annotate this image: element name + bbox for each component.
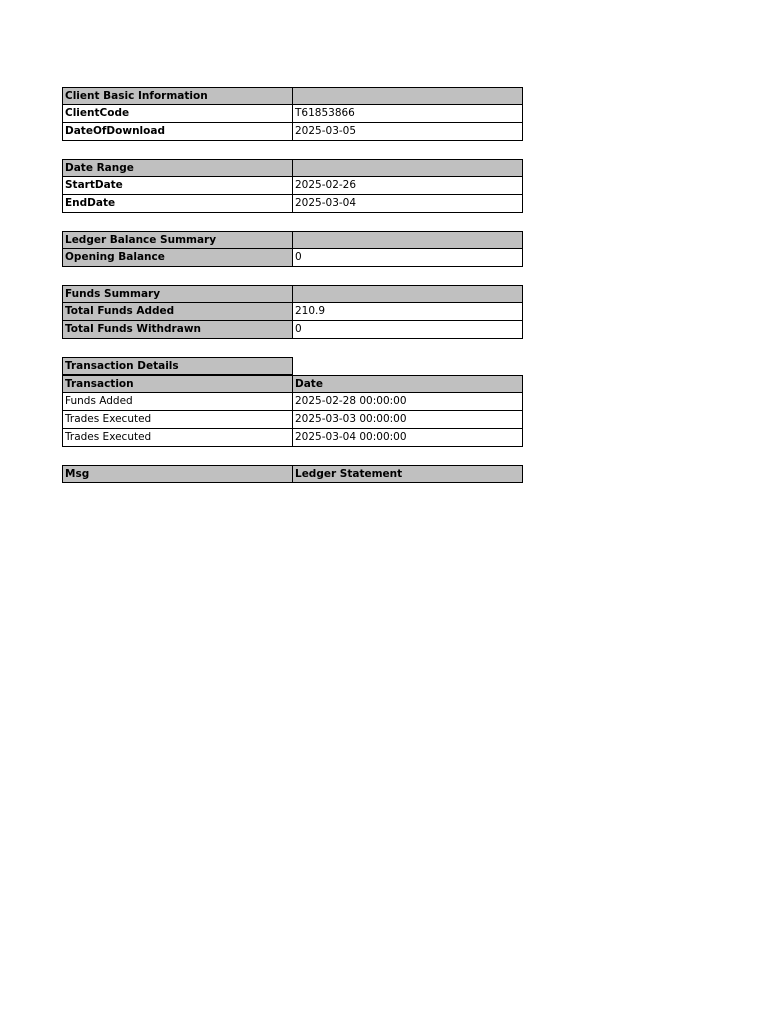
date-cell: 2025-03-03 00:00:00 bbox=[293, 411, 523, 429]
end-date-label: EndDate bbox=[62, 195, 293, 213]
opening-balance-row bbox=[62, 249, 523, 267]
message-label: Msg bbox=[62, 465, 293, 483]
funds-summary-header-row bbox=[62, 285, 523, 303]
client-code-label: ClientCode bbox=[62, 105, 293, 123]
date-range-header-row bbox=[62, 159, 523, 177]
end-date-row bbox=[62, 195, 523, 213]
client-info-header-row bbox=[62, 87, 523, 105]
ledger-summary-header: Ledger Balance Summary bbox=[62, 231, 293, 249]
transaction-cell: Funds Added bbox=[62, 393, 293, 411]
client-info-header: Client Basic Information bbox=[62, 87, 293, 105]
date-cell: 2025-02-28 00:00:00 bbox=[293, 393, 523, 411]
funds-summary-header: Funds Summary bbox=[62, 285, 293, 303]
table-row bbox=[62, 429, 523, 447]
date-of-download-row bbox=[62, 123, 523, 141]
client-info-section bbox=[62, 87, 523, 141]
ledger-summary-header-row bbox=[62, 231, 523, 249]
total-funds-added-row bbox=[62, 303, 523, 321]
date-range-header: Date Range bbox=[62, 159, 293, 177]
date-column-header: Date bbox=[293, 375, 523, 393]
message-row bbox=[62, 465, 523, 483]
ledger-summary-header-blank bbox=[293, 231, 523, 249]
transaction-details-header-row bbox=[62, 357, 523, 375]
client-info-header-blank bbox=[293, 87, 523, 105]
total-funds-added-value: 210.9 bbox=[293, 303, 523, 321]
date-range-header-blank bbox=[293, 159, 523, 177]
table-row bbox=[62, 393, 523, 411]
message-value: Ledger Statement bbox=[293, 465, 523, 483]
date-of-download-value: 2025-03-05 bbox=[293, 123, 523, 141]
date-cell: 2025-03-04 00:00:00 bbox=[293, 429, 523, 447]
transaction-details-section bbox=[62, 357, 523, 447]
total-funds-withdrawn-value: 0 bbox=[293, 321, 523, 339]
funds-summary-section bbox=[62, 285, 523, 339]
total-funds-withdrawn-label: Total Funds Withdrawn bbox=[62, 321, 293, 339]
transaction-columns-row bbox=[62, 375, 523, 393]
end-date-value: 2025-03-04 bbox=[293, 195, 523, 213]
date-range-section bbox=[62, 159, 523, 213]
ledger-summary-section bbox=[62, 231, 523, 267]
transaction-details-header: Transaction Details bbox=[62, 357, 293, 375]
start-date-value: 2025-02-26 bbox=[293, 177, 523, 195]
date-of-download-label: DateOfDownload bbox=[62, 123, 293, 141]
start-date-label: StartDate bbox=[62, 177, 293, 195]
client-code-row bbox=[62, 105, 523, 123]
transaction-details-header-spacer bbox=[293, 357, 523, 375]
transaction-column-header: Transaction bbox=[62, 375, 293, 393]
message-section bbox=[62, 465, 523, 483]
opening-balance-label: Opening Balance bbox=[62, 249, 293, 267]
funds-summary-header-blank bbox=[293, 285, 523, 303]
client-code-value: T61853866 bbox=[293, 105, 523, 123]
ledger-sheet bbox=[62, 87, 523, 501]
start-date-row bbox=[62, 177, 523, 195]
opening-balance-value: 0 bbox=[293, 249, 523, 267]
total-funds-withdrawn-row bbox=[62, 321, 523, 339]
table-row bbox=[62, 411, 523, 429]
transaction-cell: Trades Executed bbox=[62, 429, 293, 447]
transaction-cell: Trades Executed bbox=[62, 411, 293, 429]
total-funds-added-label: Total Funds Added bbox=[62, 303, 293, 321]
